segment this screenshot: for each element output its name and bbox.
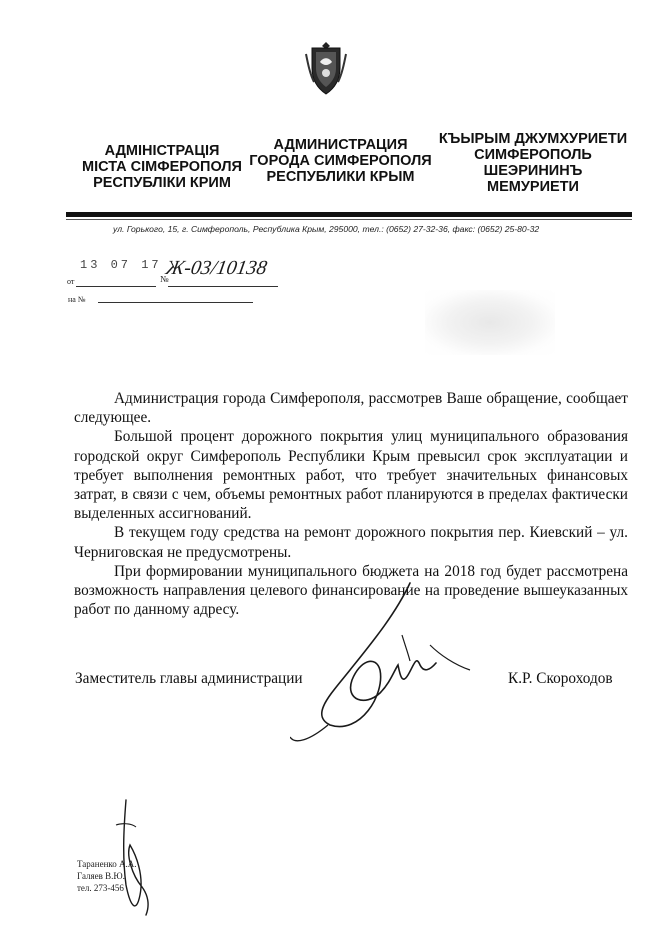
executor-phone: тел. 273-456 — [77, 883, 124, 893]
crimea-coat-of-arms-icon — [302, 40, 350, 96]
signatory-name: К.Р. Скороходов — [508, 670, 613, 687]
from-label: от — [67, 277, 75, 286]
address-line: ул. Горького, 15, г. Симферополь, Республика Крым, 295000, тел.: (0652) 27-32-36, факс: (0652) 25-80-32 — [113, 224, 540, 234]
number-field-line — [168, 286, 278, 287]
reply-field-line — [98, 302, 253, 303]
body-paragraph: Большой процент дорожного покрытия улиц муниципального образования городской округ Симферополь Республики Крым превысил срок эксплуатации и требует выполнения ремонтных работ, что требует значительных финансовых затрат, в связи с чем, объемы ремонтных работ планируются в пределах фактически выделенных ассигнований. — [74, 428, 628, 523]
header-divider — [66, 212, 632, 217]
number-label: № — [160, 274, 169, 284]
body-paragraph: При формировании муниципального бюджета на 2018 год будет рассмотрена возможность направления целевого финансирование на проведение вышеуказанных работ по данному адресу. — [74, 562, 628, 619]
reply-to-label: на № — [68, 295, 86, 304]
handwritten-signature — [290, 575, 480, 755]
body-paragraph: Администрация города Симферополя, рассмотрев Ваше обращение, сообщает следующее. — [74, 390, 628, 427]
header-divider-thin — [66, 219, 632, 220]
org-name-ukrainian: АДМІНІСТРАЦІЯ МІСТА СІМФЕРОПОЛЯ РЕСПУБЛІКИ КРИМ — [82, 143, 242, 191]
body-paragraph: В текущем году средства на ремонт дорожного покрытия пер. Киевский – ул. Черниговская не предусмотрены. — [74, 524, 628, 561]
date-field-line — [76, 286, 156, 287]
signatory-title: Заместитель главы администрации — [75, 670, 303, 687]
redacted-recipient — [425, 290, 555, 355]
handwritten-number: Ж-03/10138 — [164, 257, 269, 279]
executor-line: Тараненко А.А. — [77, 859, 137, 869]
handwritten-initials — [96, 795, 152, 920]
executor-line: Галяев В.Ю. — [77, 871, 125, 881]
date-stamp: 13 07 17 — [80, 258, 162, 272]
org-name-russian: АДМИНИСТРАЦИЯ ГОРОДА СИМФЕРОПОЛЯ РЕСПУБЛИКИ КРЫМ — [249, 137, 432, 185]
org-name-crimean-tatar: КЪЫРЫМ ДЖУМХУРИЕТИ СИМФЕРОПОЛЬ ШЕЭРИНИНЪ МЕМУРИЕТИ — [438, 131, 628, 195]
